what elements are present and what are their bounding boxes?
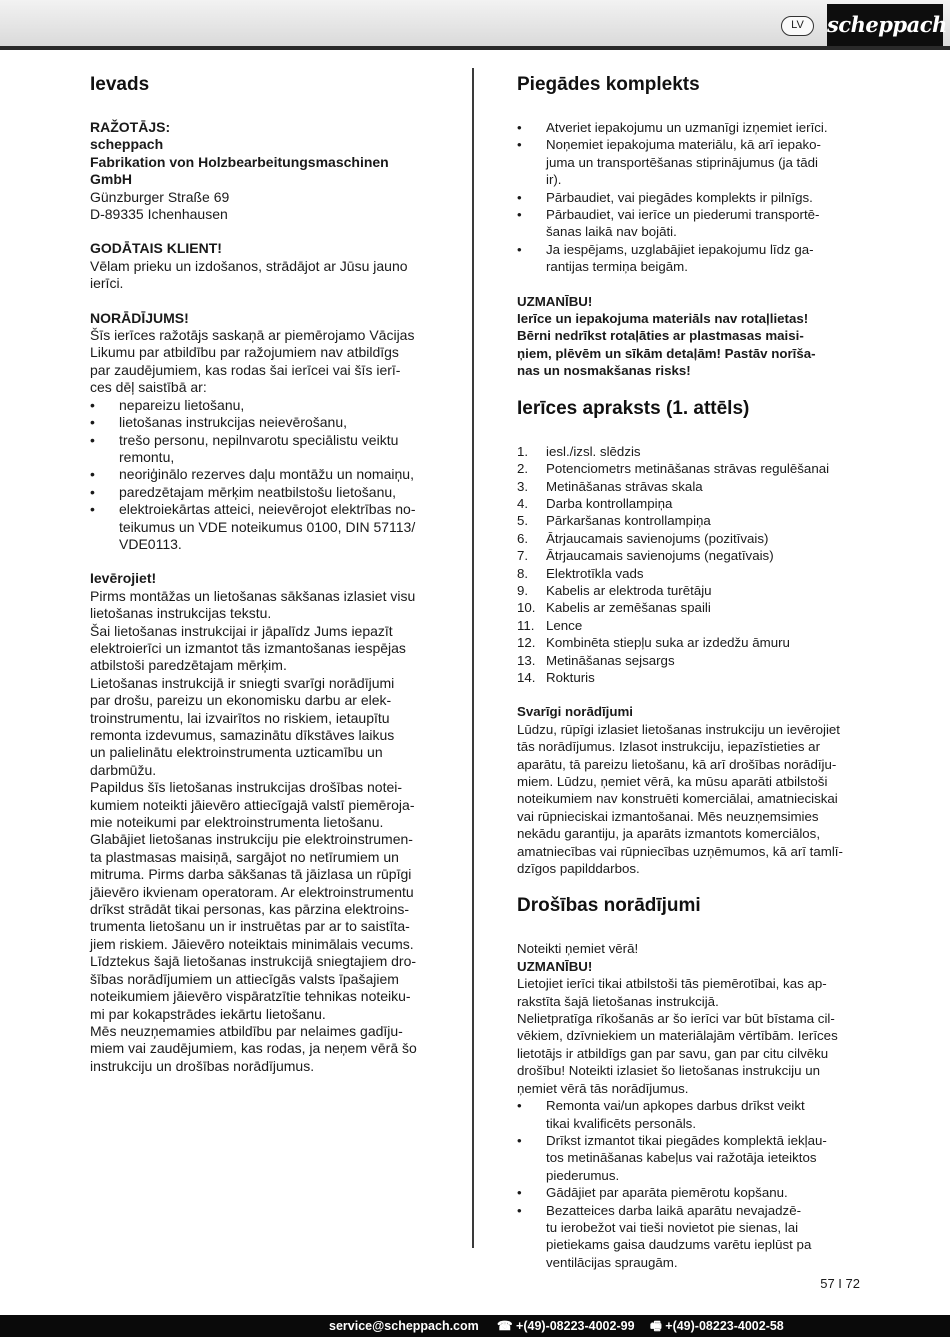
page-number: 57 I 72: [820, 1276, 860, 1291]
language-badge: LV: [781, 16, 814, 36]
list-item: 5. Pārkaršanas kontrollampiņa: [517, 513, 711, 529]
attention-text: Pirms montāžas un lietošanas sākšanas izlasiet visu lietošanas instrukcijas tekstu. Šai lietošanas instrukcijai ir jāpalīdz Jums iepazīt elektroierīci un izmantot tās izmantošanas iespējas atbilstoši paredzētajam mērķim. Lietošanas instrukcijā ir sniegti svarīgi norādījumi par drošu, pareizu un ekonomisku darbu ar elek- troinstrumentu, lai izvairītos no riskiem, ietaupītu remonta izdevumus, samazinātu dīkstāves laikus un palielinātu elektroinstrumenta uzticamību un darbmūžu. Papildus šīs lietošanas instrukcijas drošības notei- kumiem noteikti jāievēro attiecīgajā valstī piemēroja- mie noteikumi par elektroinstrumenta lietošanu. Glabājiet lietošanas instrukciju pie elektroinstrumen- ta plastmasas maisiņā, sargājot no netīrumiem un mitruma. Pirms darba sākšanas tā jāizlasa un rūpīgi jāievēro ikvienam operatoram. Ar elektroinstrumentu drīkst strādāt tikai personas, kas pārzina elektroins- trumenta lietošanu un ir instruētas par ar to saistīta- jiem riskiem. Jāievēro noteiktais minimālais vecums. Līdztekus šajā lietošanas instrukcijā sniegtajiem dro- šības norādījumiem un attiecīgās valsts īpašajiem noteikumiem jāievēro vispāratzītie tehnikas noteiku- mi par kokapstrādes iekārtu lietošanu. Mēs neuzņemamies atbildību par nelaimes gadīju- miem vai zaudējumiem, kas rodas, ja neņem vērā šo instrukciju un drošības norādījumus.: [90, 587, 417, 1074]
page-footer: [0, 1315, 950, 1337]
notice-list: [90, 397, 440, 554]
attention-title: Ievērojiet!: [90, 570, 157, 587]
list-item: 8. Elektrotīkla vads: [517, 565, 644, 581]
list-item: • Ja iespējams, uzglabājiet iepakojumu līdz ga- rantijas termiņa beigām.: [517, 241, 862, 276]
manufacturer-label: RAŽOTĀJS:: [90, 119, 171, 135]
list-item: 9. Kabelis ar elektroda turētāju: [517, 582, 712, 598]
section-title-safety: Drošības norādījumi: [517, 895, 701, 917]
list-item: • Bezatteices darba laikā aparātu nevajadzē- tu ierobežot vai tieši novietot pie sienas, lai pietiekams gaisa daudzums varētu ieplūst pa ventilācijas spraugām.: [517, 1202, 862, 1272]
customer-text: Vēlam prieku un izdošanos, strādājot ar Jūsu jauno ierīci.: [90, 257, 408, 292]
scheppach-logo: scheppach: [827, 4, 943, 46]
manufacturer-address: Günzburger Straße 69 D-89335 Ichenhausen: [90, 188, 230, 223]
list-item: • Drīkst izmantot tikai piegādes komplektā iekļau- tos metināšanas kabeļus vai ražotāja ieteiktos piederumus.: [517, 1132, 862, 1184]
list-item: 13. Metināšanas sejsargs: [517, 652, 675, 668]
list-item: 14. Rokturis: [517, 669, 595, 685]
list-item: • Gādājiet par aparāta piemērotu kopšanu.: [517, 1184, 862, 1201]
list-item: 6. Ātrjaucamais savienojums (pozitīvais): [517, 530, 769, 546]
notice-text: Šīs ierīces ražotājs saskaņā ar piemērojamo Vācijas Likumu par atbildību par ražojumiem nav atbildīgs par zaudējumiem, kas rodas šai ierīcei vai šīs ierī- ces dēļ saistībā ar:: [90, 327, 415, 396]
list-item: 12. Kombinēta stiepļu suka ar izdedžu āmuru: [517, 635, 790, 651]
list-item: • paredzētajam mērķim neatbilstošu lietošanu,: [90, 484, 440, 501]
list-item: • Pārbaudiet, vai piegādes komplekts ir pilnīgs.: [517, 189, 862, 206]
footer-email: service@scheppach.com: [329, 1319, 479, 1333]
section-title-description: Ierīces apraksts (1. attēls): [517, 397, 750, 419]
page-header: [0, 0, 950, 50]
column-divider: [472, 68, 474, 1248]
footer-fax: 🖷 +(49)-08223-4002-58: [650, 1319, 784, 1333]
list-item: • Noņemiet iepakojuma materiālu, kā arī iepako- juma un transportēšanas stiprinājumus (ja tādi ir).: [517, 136, 862, 188]
list-item: 11. Lence: [517, 617, 583, 633]
manufacturer-name: scheppach Fabrikation von Holzbearbeitungsmaschinen GmbH: [90, 136, 389, 188]
notice-title: NORĀDĪJUMS!: [90, 309, 189, 326]
customer-title: GODĀTAIS KLIENT!: [90, 240, 222, 257]
safety-list: [517, 1097, 862, 1271]
right-column: [517, 73, 862, 1271]
list-item: 2. Potenciometrs metināšanas strāvas regulēšanai: [517, 461, 830, 477]
list-item: • Remonta vai/un apkopes darbus drīkst veikt tikai kvalificēts personāls.: [517, 1097, 862, 1132]
delivery-list: [517, 119, 862, 276]
safety-text: Lietojiet ierīci tikai atbilstoši tās piemērotībai, kas ap- rakstīta šajā lietošanas instrukcijā. Nelietpratīga rīkošanās ar šo ierīci var būt bīstama cil- vēkiem, dzīvniekiem un materiālajām vērtībām. Ierīces lietotājs ir atbildīgs gan par savu, gan par citu cilvēku drošību! Noteikti izlasiet šo lietošanas instrukciju un ņemiet vērā tās norādījumus.: [517, 976, 838, 1096]
list-item: • trešo personu, nepilnvarotu speciālistu veiktu remontu,: [90, 432, 440, 467]
list-item: • lietošanas instrukcijas neievērošanu,: [90, 414, 440, 431]
list-item: 3. Metināšanas strāvas skala: [517, 478, 703, 494]
list-item: • neoriģinālo rezerves daļu montāžu un nomaiņu,: [90, 466, 440, 483]
safety-attention: UZMANĪBU!: [517, 958, 593, 974]
list-item: • elektroiekārtas atteici, neievērojot elektrības no- teikumus un VDE noteikumus 0100, DIN 57113/ VDE0113.: [90, 501, 440, 553]
left-column: [90, 73, 440, 1075]
list-item: • Pārbaudiet, vai ierīce un piederumi transportē- šanas laikā nav bojāti.: [517, 206, 862, 241]
list-item: 1. iesl./izsl. slēdzis: [517, 443, 641, 459]
parts-list: [517, 443, 862, 687]
important-text: Lūdzu, rūpīgi izlasiet lietošanas instrukciju un ievērojiet tās norādījumus. Izlasot instrukciju, iepazīstieties ar aparātu, tā pareizu lietošanu, kā arī drošības norādīju- miem. Lūdzu, ņemiet vērā, ka mūsu aparāti atbilstoši noteikumiem nav konstruēti komerciālai, amatnieciskai vai rūpnieciskai izmantošanai. Mēs neuzņemsimies nekādu garantiju, ja aparāts izmantots komerciālos, amatniecības vai rūpniecības uzņēmumos, kā arī tamlī- dzīgos papilddarbos.: [517, 721, 843, 877]
list-item: • Atveriet iepakojumu un uzmanīgi izņemiet ierīci.: [517, 119, 862, 136]
safety-note: Noteikti ņemiet vērā!: [517, 941, 639, 957]
section-title-introduction: Ievads: [90, 74, 150, 95]
list-item: • nepareizu lietošanu,: [90, 397, 440, 414]
important-title: Svarīgi norādījumi: [517, 704, 634, 720]
footer-phone: ☎ +(49)-08223-4002-99: [497, 1319, 635, 1333]
list-item: 10. Kabelis ar zemēšanas spaili: [517, 600, 711, 616]
list-item: 7. Ātrjaucamais savienojums (negatīvais): [517, 548, 774, 564]
warning-block: UZMANĪBU! Ierīce un iepakojuma materiāls nav rotaļlietas! Bērni nedrīkst rotaļāties ar plastmasas maisi- ņiem, plēvēm un sīkām detaļām! Pastāv norīša- nas un nosmakšanas risks!: [517, 293, 816, 379]
section-title-delivery: Piegādes komplekts: [517, 74, 700, 95]
list-item: 4. Darba kontrollampiņa: [517, 495, 673, 511]
